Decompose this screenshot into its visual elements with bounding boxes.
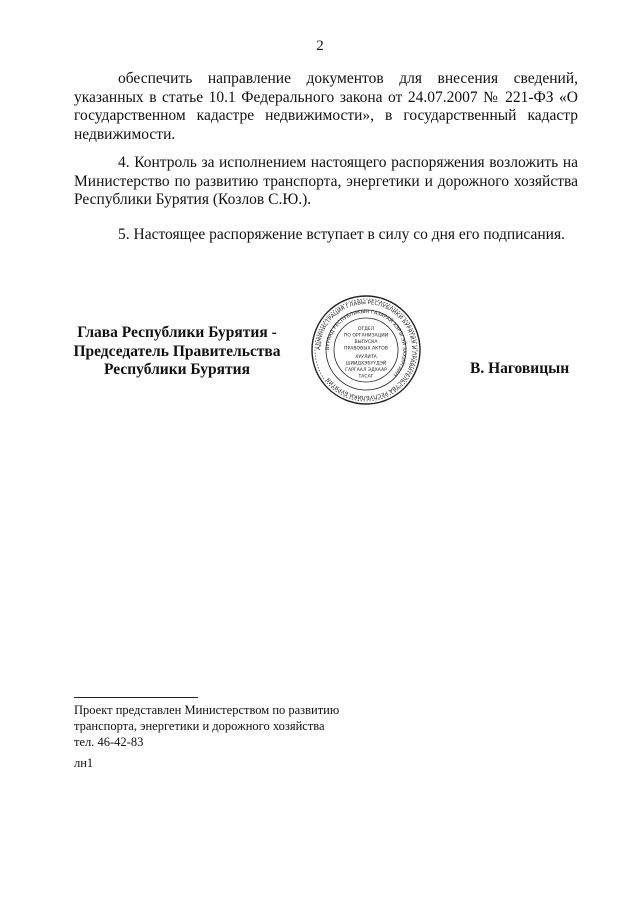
footnote bbox=[74, 702, 339, 750]
seal-graphic bbox=[310, 294, 422, 406]
seal-outer-text: АДМИНИСТРАЦИЯ ГЛАВЫ РЕСПУБЛИКИ БУРЯТИЯ И ПРАВИТЕЛЬСТВА РЕСПУБЛИКИ БУРЯТИЯ bbox=[315, 299, 417, 401]
footnote-line: Проект представлен Министерством по развитию bbox=[74, 703, 340, 717]
page-number: 2 bbox=[316, 38, 324, 54]
signatory-title-line: Глава Республики Бурятия - bbox=[77, 324, 277, 341]
seal-center-line: ШИИДХЭБҮҮДЭЙ bbox=[345, 361, 387, 367]
footnote-divider bbox=[74, 697, 198, 698]
seal-center-line: ТАСАГ bbox=[358, 374, 374, 380]
paragraph-control: 4. Контроль за исполнением настоящего распоряжения возложить на Министерство по развитию транспорта, энергетики и дорожного хозяйства Республики Бурятия (Козлов С.Ю.). bbox=[74, 154, 578, 208]
seal-center-line: ВЫПУСКА bbox=[354, 340, 378, 345]
seal-center-line: ПРАВОВЫХ АКТОВ bbox=[344, 346, 388, 352]
seal-center-line: ХУУЛИТА bbox=[355, 355, 377, 360]
paragraph-effective-date: 5. Настоящее распоряжение вступает в силу со дня его подписания. bbox=[118, 226, 565, 243]
signatory-title-line: Председатель Правительства bbox=[73, 342, 281, 360]
signer-name: В. Наговицын bbox=[470, 360, 570, 377]
official-seal bbox=[310, 294, 422, 406]
seal-center-line: ОТДЕЛ bbox=[357, 327, 375, 332]
footnote-line: транспорта, энергетики и дорожного хозяйства bbox=[74, 719, 325, 733]
footnote-line: тел. 46-42-83 bbox=[74, 735, 144, 749]
paragraph-document-submission: обеспечить направление документов для внесения сведений, указанных в статье 10.1 Федерального закона от 24.07.2007 № 221-ФЗ «О государственном кадастре недвижимости», в государственный кадастр недвижимости. bbox=[74, 70, 578, 143]
document-code: лн1 bbox=[74, 756, 94, 770]
seal-inner-text: БУРЯАД РЕСПУБЛИКЫН ГАЗАРАЙ ХЭРЭГЭЙ ЗАХИРГААН bbox=[324, 308, 408, 378]
signatory-title bbox=[62, 324, 292, 380]
seal-center-line: ГАРГААЛ ЭДХААР bbox=[345, 368, 387, 373]
signatory-title-line: Республики Бурятия bbox=[104, 361, 250, 378]
seal-center-line: ПО ОРГАНИЗАЦИИ bbox=[343, 333, 389, 339]
